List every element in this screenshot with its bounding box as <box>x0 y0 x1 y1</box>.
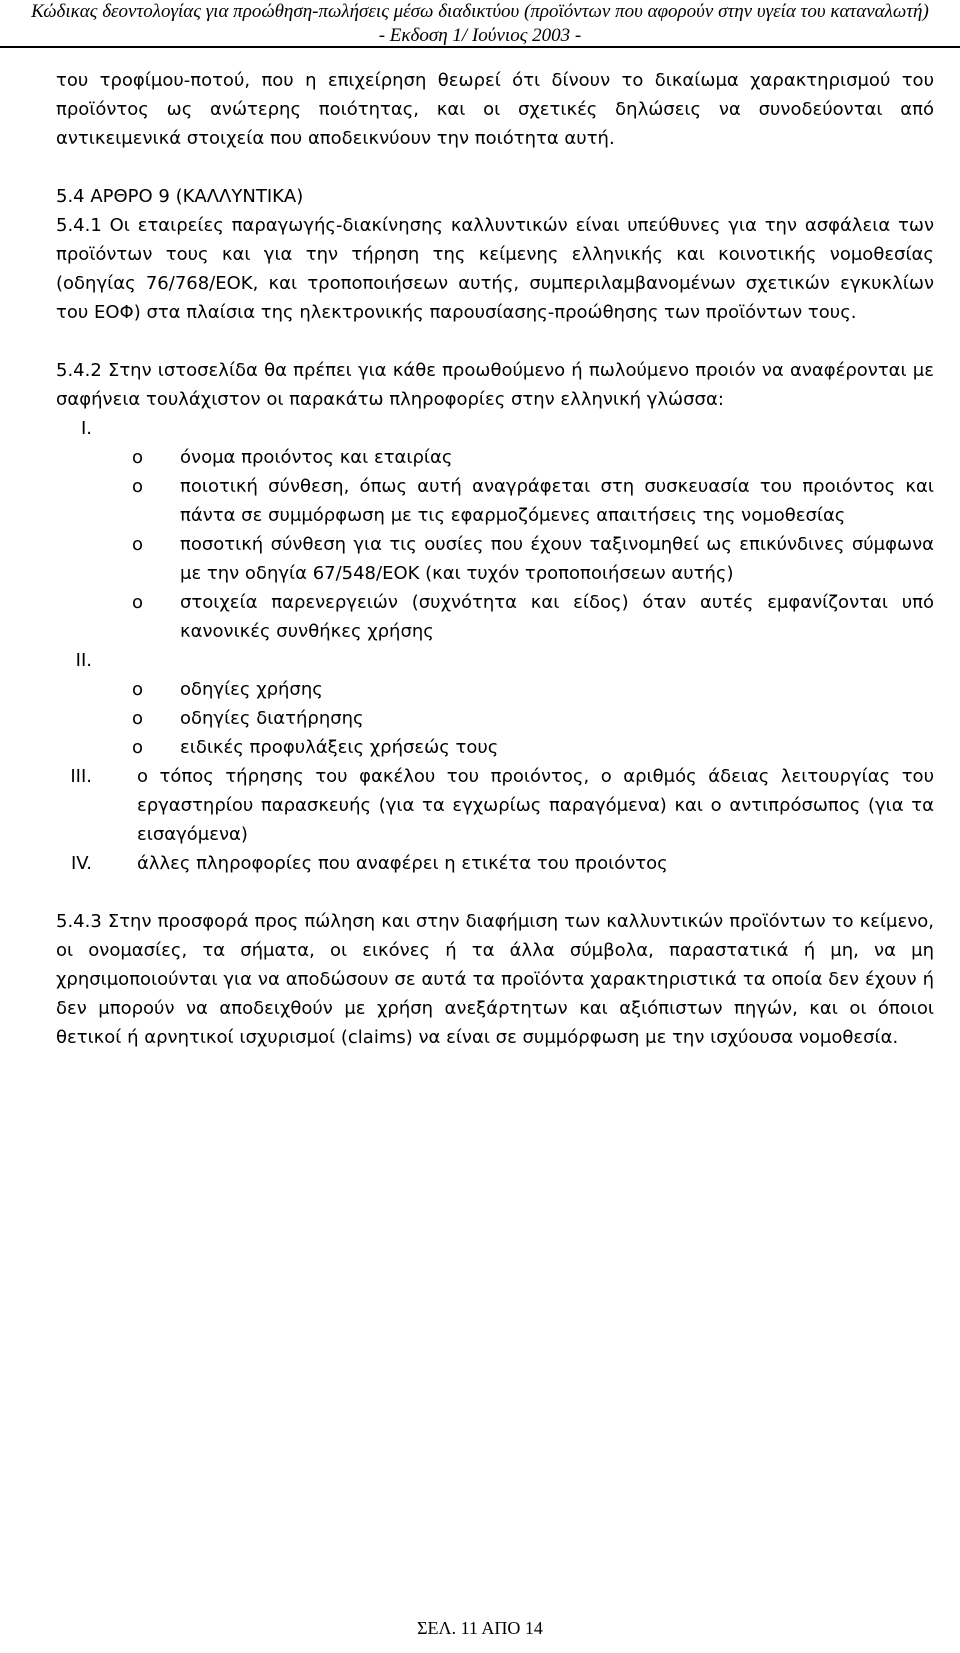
list-item-text: στοιχεία παρενεργειών (συχνότητα και είδος) όταν αυτές εμφανίζονται υπό κανονικές συνθήκες χρήσης <box>180 592 934 642</box>
list-item <box>56 733 934 762</box>
roman-numeral: IV. <box>70 853 92 874</box>
list-item <box>56 588 934 646</box>
bullet-icon: o <box>132 476 144 497</box>
roman-numeral: I. <box>80 418 92 439</box>
roman-item-1 <box>56 414 934 443</box>
list-item <box>56 530 934 588</box>
intro-paragraph: του τροφίμου-ποτού, που η επιχείρηση θεωρεί ότι δίνουν το δικαίωμα χαρακτηρισμού του προϊόντος ως ανώτερης ποιότητας, και οι σχετικές δηλώσεις να συνοδεύονται από αντικειμενικά στοιχεία που αποδεικνύουν την ποιότητα αυτή. <box>56 70 934 149</box>
page-number: ΣΕΛ. 11 ΑΠΟ 14 <box>417 1618 543 1638</box>
list-item <box>56 443 934 472</box>
bullet-icon: o <box>132 737 144 758</box>
list-item-text: ειδικές προφυλάξεις χρήσεώς τους <box>180 737 499 758</box>
bullet-icon: o <box>132 447 144 468</box>
list-item-text: ποσοτική σύνθεση για τις ουσίες που έχουν ταξινομηθεί ως επικύνδινες σύμφωνα με την οδηγία 67/548/ΕΟΚ (και τυχόν τροποποιήσεων αυτής) <box>180 534 934 584</box>
roman-item-2 <box>56 646 934 675</box>
roman-item-text: άλλες πληροφορίες που αναφέρει η ετικέτα του προιόντος <box>137 853 668 874</box>
list-item <box>56 675 934 704</box>
document-body <box>56 66 934 1052</box>
bullet-icon: o <box>132 534 144 555</box>
section-heading: 5.4 ΑΡΘΡΟ 9 (ΚΑΛΛΥΝΤΙΚΑ) <box>56 186 304 207</box>
roman-item-3 <box>56 762 934 849</box>
roman-item-4 <box>56 849 934 878</box>
list-item-text: οδηγίες χρήσης <box>180 679 323 700</box>
list-item-text: οδηγίες διατήρησης <box>180 708 364 729</box>
header-edition: - Εκδοση 1/ Ιούνιος 2003 - <box>378 25 582 46</box>
bullet-icon: o <box>132 592 144 613</box>
roman-numeral: III. <box>70 766 92 787</box>
bullet-icon: o <box>132 679 144 700</box>
header-title: Κώδικας δεοντολογίας για προώθηση-πωλήσεις μέσω διαδικτύου (προϊόντων που αφορούν στην υγεία του καταναλωτή) <box>31 1 929 22</box>
paragraph-5-4-1: 5.4.1 Οι εταιρείες παραγωγής-διακίνησης καλλυντικών είναι υπεύθυνες για την ασφάλεια των προϊόντων τους και για την τήρηση της κείμενης ελληνικής και κοινοτικής νομοθεσίας (οδηγίας 76/768/ΕΟΚ, και τροποποιήσεων αυτής, συμπεριλαμβανομένων σχετικών εγκυκλίων του ΕΟΦ) στα πλαίσια της ηλεκτρονικής παρουσίασης-προώθησης των προϊόντων τους. <box>56 215 934 323</box>
roman-numeral: II. <box>75 650 92 671</box>
paragraph-5-4-3: 5.4.3 Στην προσφορά προς πώληση και στην διαφήμιση των καλλυντικών προϊόντων το κείμενο, οι ονομασίες, τα σήματα, οι εικόνες ή τα άλλα σύμβολα, παραστατικά ή μη, να μη χρησιμοποιούνται για να αποδώσουν σε αυτά τα προϊόντα χαρακτηριστικά τα οποία δεν έχουν ή δεν μπορούν να αποδειχθούν με χρήση ανεξάρτητων και αξιόπιστων πηγών, και οι όποιοι θετικοί ή αρνητικοί ισχυρισμοί (claims) να είναι σε συμμόρφωση με την ισχύουσα νομοθεσία. <box>56 911 934 1048</box>
list-item <box>56 704 934 733</box>
list-item <box>56 472 934 530</box>
bullet-icon: o <box>132 708 144 729</box>
header-divider <box>0 46 960 48</box>
page-header <box>0 0 960 48</box>
list-item-text: όνομα προιόντος και εταιρίας <box>180 447 453 468</box>
list-item-text: ποιοτική σύνθεση, όπως αυτή αναγράφεται στη συσκευασία του προιόντος και πάντα σε συμμόρφωση με τις εφαρμοζόμενες απαιτήσεις της νομοθεσίας <box>180 476 934 526</box>
paragraph-5-4-2: 5.4.2 Στην ιστοσελίδα θα πρέπει για κάθε προωθούμενο ή πωλούμενο προιόν να αναφέρονται με σαφήνεια τουλάχιστον οι παρακάτω πληροφορίες στην ελληνική γλώσσα: <box>56 360 934 410</box>
roman-item-text: ο τόπος τήρησης του φακέλου του προιόντος, ο αριθμός άδειας λειτουργίας του εργαστηρίου παρασκευής (για τα εγχωρίως παραγόμενα) και ο αντιπρόσωπος (για τα εισαγόμενα) <box>137 766 934 845</box>
